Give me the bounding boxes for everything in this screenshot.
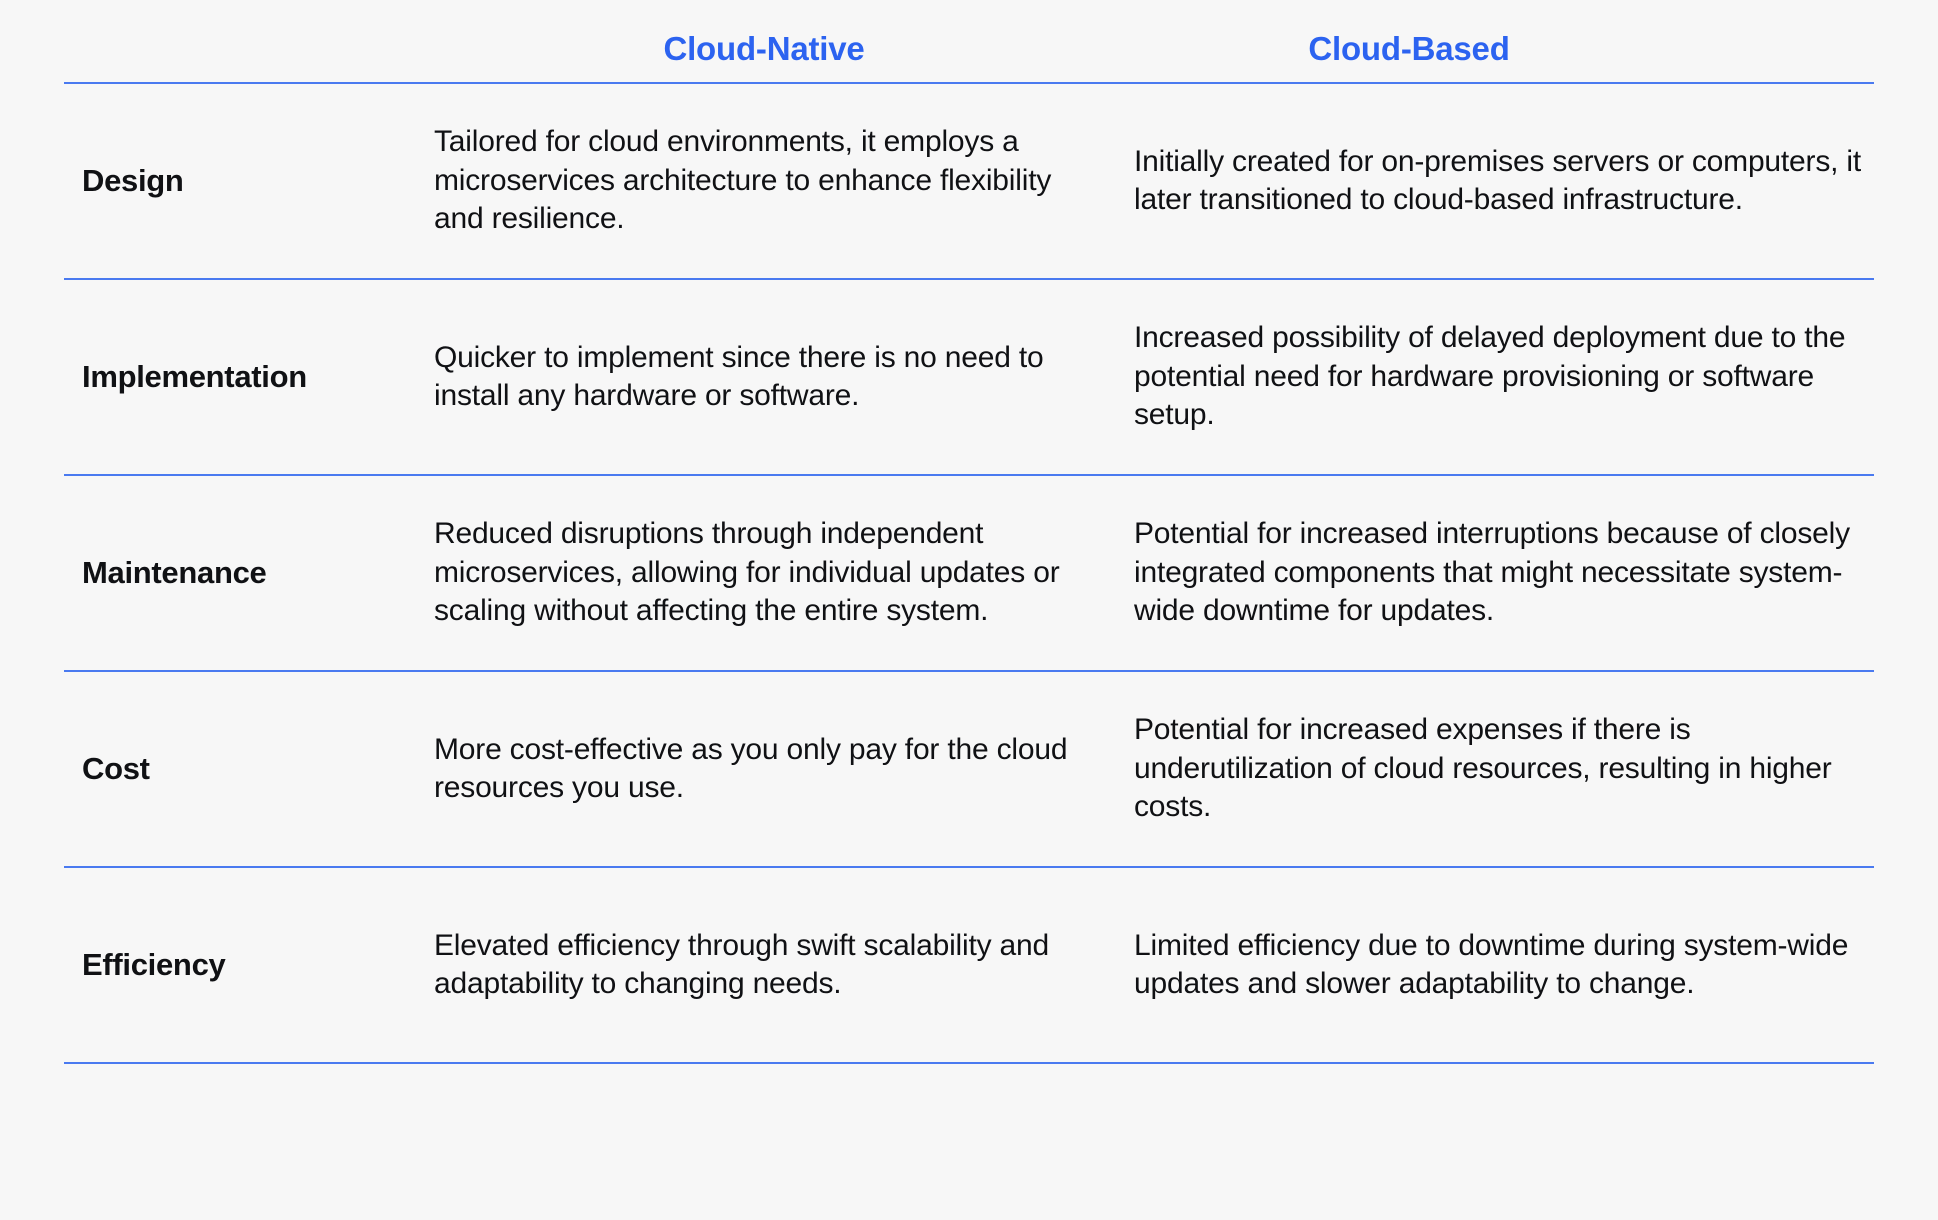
- comparison-table: [64, 0, 1874, 1124]
- cell-text: Quicker to implement since there is no need to install any hardware or software.: [434, 340, 1044, 412]
- row-cell-cloud-native: [434, 339, 1134, 416]
- header-cell-cloud-based: [1134, 30, 1874, 68]
- cell-text: Elevated efficiency through swift scalability and adaptability to changing needs.: [434, 928, 1049, 1000]
- cell-text: Increased possibility of delayed deployment due to the potential need for hardware provisioning or software setup.: [1134, 321, 1846, 432]
- row-label-cell: [64, 555, 434, 591]
- row-label-cell: [64, 751, 434, 787]
- table-row: [64, 84, 1874, 278]
- table-row: [64, 868, 1874, 1062]
- row-label: Efficiency: [82, 947, 226, 982]
- row-cell-cloud-native: [434, 731, 1134, 808]
- row-cell-cloud-based: [1134, 515, 1874, 630]
- row-cell-cloud-based: [1134, 319, 1874, 434]
- row-label: Cost: [82, 751, 150, 786]
- cell-text: More cost-effective as you only pay for the cloud resources you use.: [434, 732, 1068, 804]
- row-cell-cloud-based: [1134, 711, 1874, 826]
- row-cell-cloud-based: [1134, 143, 1874, 220]
- row-cell-cloud-based: [1134, 927, 1874, 1004]
- row-label-cell: [64, 359, 434, 395]
- row-label: Maintenance: [82, 555, 267, 590]
- cell-text: Reduced disruptions through independent microservices, allowing for individual updates or scaling without affecting the entire system.: [434, 517, 1060, 628]
- bottom-spacer: [64, 1064, 1874, 1124]
- cell-text: Potential for increased expenses if there is underutilization of cloud resources, resulting in higher costs.: [1134, 713, 1832, 824]
- row-cell-cloud-native: [434, 123, 1134, 238]
- cell-text: Initially created for on-premises servers or computers, it later transitioned to cloud-based infrastructure.: [1134, 144, 1861, 216]
- cell-text: Potential for increased interruptions because of closely integrated components that might necessitate system-wide downtime for updates.: [1134, 517, 1850, 628]
- row-label: Design: [82, 163, 184, 198]
- header-title-cloud-native: Cloud-Native: [663, 30, 865, 67]
- table-row: [64, 280, 1874, 474]
- header-cell-cloud-native: [434, 30, 1134, 68]
- row-label-cell: [64, 163, 434, 199]
- header-title-cloud-based: Cloud-Based: [1308, 30, 1510, 67]
- table-row: [64, 672, 1874, 866]
- cell-text: Limited efficiency due to downtime during system-wide updates and slower adaptability to change.: [1134, 928, 1849, 1000]
- cell-text: Tailored for cloud environments, it employs a microservices architecture to enhance flexibility and resilience.: [434, 125, 1052, 236]
- row-label-cell: [64, 947, 434, 983]
- row-cell-cloud-native: [434, 515, 1134, 630]
- row-label: Implementation: [82, 359, 307, 394]
- table-row: [64, 476, 1874, 670]
- row-cell-cloud-native: [434, 927, 1134, 1004]
- table-header-row: [64, 30, 1874, 82]
